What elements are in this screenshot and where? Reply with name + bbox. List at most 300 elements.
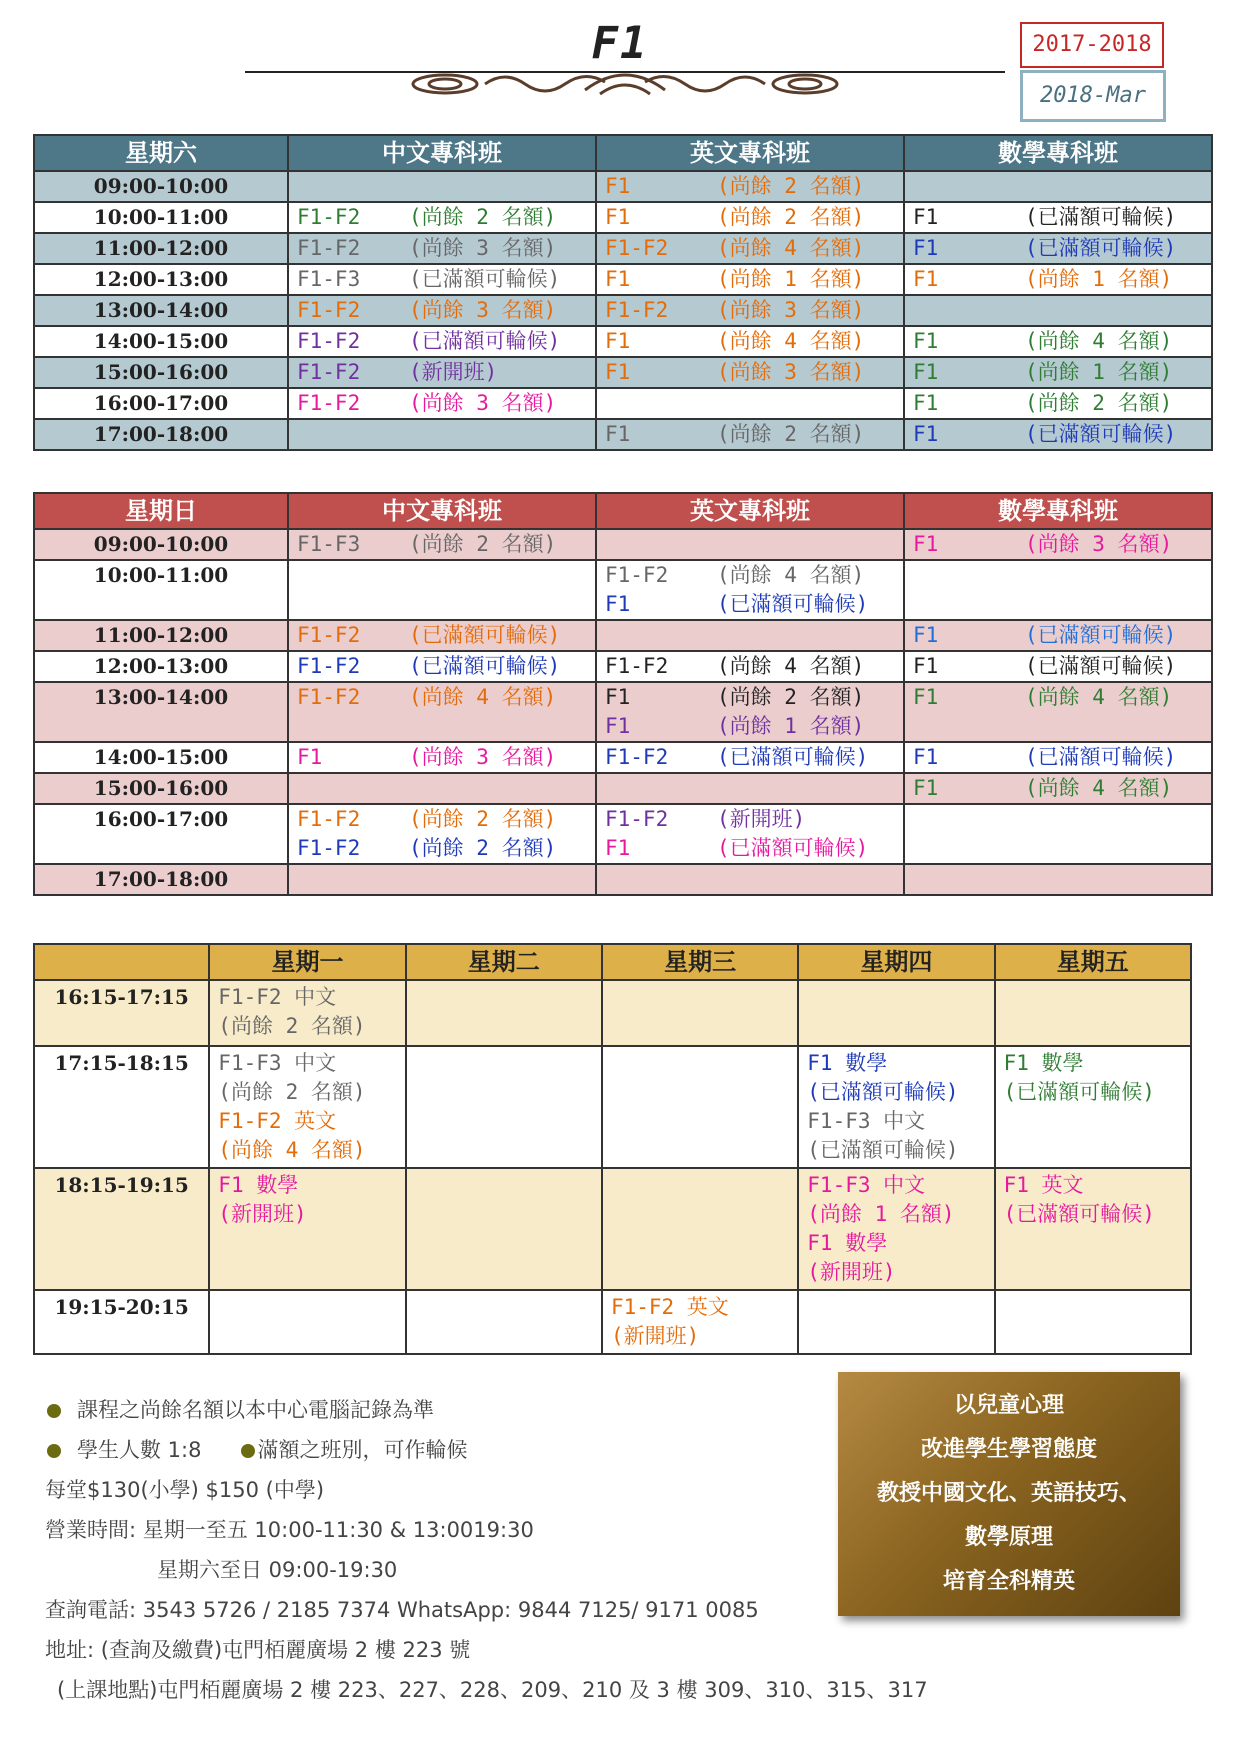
table-row (34, 264, 1212, 295)
class-entry (913, 621, 1203, 650)
schedule-cell (904, 264, 1212, 295)
schedule-cell (288, 419, 596, 450)
table-row (34, 529, 1212, 560)
year-label: 2017-2018 (1020, 22, 1164, 68)
schedule-cell (995, 1168, 1191, 1290)
schedule-cell (288, 388, 596, 419)
class-grade: F1 (297, 745, 323, 769)
schedule-cell (288, 171, 596, 202)
saturday-col-english: 英文專科班 (596, 135, 904, 171)
time-cell: 13:00-14:00 (34, 682, 288, 742)
class-grade: F1 (913, 745, 939, 769)
schedule-cell (602, 980, 798, 1046)
class-entry (913, 530, 1203, 559)
weekday-col-wed: 星期三 (602, 944, 798, 980)
class-entry (605, 327, 895, 356)
class-grade: F1 (605, 836, 631, 860)
class-entry (297, 683, 587, 712)
schedule-cell (288, 651, 596, 682)
class-status: (尚餘 2 名額) (717, 422, 865, 446)
promo-line: 以兒童心理 (953, 1393, 1064, 1418)
table-row (34, 682, 1212, 742)
class-entry: (新開班) (807, 1260, 896, 1284)
class-entry: F1-F2 中文 (218, 985, 337, 1009)
class-entry: F1-F3 中文 (807, 1173, 926, 1197)
schedule-cell (596, 171, 904, 202)
schedule-cell (288, 326, 596, 357)
schedule-cell (596, 419, 904, 450)
schedule-cell (602, 1290, 798, 1354)
note-hours-weekend: 星期六至日 09:00-19:30 (157, 1558, 398, 1582)
class-entry: (尚餘 2 名額) (218, 1080, 366, 1104)
weekday-table (33, 943, 1192, 1355)
class-grade: F1 (913, 685, 939, 709)
class-status: (尚餘 3 名額) (409, 391, 557, 415)
class-grade: F1-F2 (297, 236, 361, 260)
class-status: (已滿額可輪候) (1025, 623, 1177, 647)
class-status: (尚餘 4 名額) (409, 685, 557, 709)
class-entry (913, 683, 1203, 712)
class-grade: F1-F2 (297, 205, 361, 229)
note-quota: 課程之尚餘名額以本中心電腦記錄為準 (77, 1398, 434, 1422)
ornament-divider-icon (245, 62, 1005, 102)
schedule-cell (288, 773, 596, 804)
class-grade: F1-F2 (297, 836, 361, 860)
class-entry (913, 265, 1203, 294)
class-grade: F1 (605, 267, 631, 291)
schedule-cell (904, 388, 1212, 419)
schedule-cell (596, 864, 904, 895)
schedule-cell (995, 980, 1191, 1046)
schedule-cell (596, 773, 904, 804)
class-entry (605, 561, 895, 590)
schedule-cell (288, 682, 596, 742)
class-grade: F1 (913, 391, 939, 415)
class-entry (605, 590, 895, 619)
class-entry: F1 數學 (807, 1051, 888, 1075)
time-cell: 14:00-15:00 (34, 326, 288, 357)
class-grade: F1-F2 (297, 360, 361, 384)
table-row (34, 620, 1212, 651)
class-grade: F1 (605, 174, 631, 198)
schedule-cell (904, 357, 1212, 388)
sunday-day-header: 星期日 (34, 493, 288, 529)
class-entry (297, 743, 587, 772)
class-entry (913, 203, 1203, 232)
time-cell: 09:00-10:00 (34, 529, 288, 560)
class-entry: (新開班) (218, 1202, 307, 1226)
class-entry (605, 234, 895, 263)
class-entry: F1 數學 (1003, 1051, 1084, 1075)
class-entry: F1-F2 英文 (610, 1295, 729, 1319)
class-entry (605, 834, 895, 863)
schedule-cell (904, 233, 1212, 264)
class-grade: F1-F2 (297, 654, 361, 678)
class-entry (605, 265, 895, 294)
class-entry (297, 530, 587, 559)
class-entry (605, 203, 895, 232)
table-row (34, 295, 1212, 326)
saturday-col-chinese: 中文專科班 (288, 135, 596, 171)
table-row (34, 804, 1212, 864)
table-row (34, 773, 1212, 804)
bullet-icon (47, 1444, 61, 1458)
schedule-cell (904, 171, 1212, 202)
class-status: (新開班) (717, 807, 806, 831)
table-row (34, 1168, 1191, 1290)
class-status: (尚餘 4 名額) (717, 236, 865, 260)
saturday-col-math: 數學專科班 (904, 135, 1212, 171)
class-entry: (已滿額可輪候) (1003, 1202, 1155, 1226)
class-status: (尚餘 4 名額) (1025, 776, 1173, 800)
class-status: (尚餘 2 名額) (717, 205, 865, 229)
schedule-cell (904, 326, 1212, 357)
time-cell: 10:00-11:00 (34, 560, 288, 620)
class-status: (尚餘 4 名額) (717, 563, 865, 587)
class-status: (尚餘 2 名額) (717, 174, 865, 198)
class-grade: F1 (605, 714, 631, 738)
class-entry (605, 652, 895, 681)
schedule-cell (406, 1046, 602, 1168)
promo-line: 培育全科精英 (942, 1569, 1075, 1594)
schedule-cell (288, 529, 596, 560)
schedule-cell (596, 264, 904, 295)
schedule-cell (596, 388, 904, 419)
class-grade: F1 (605, 329, 631, 353)
schedule-cell (596, 202, 904, 233)
class-status: (尚餘 1 名額) (1025, 360, 1173, 384)
time-cell: 13:00-14:00 (34, 295, 288, 326)
class-status: (已滿額可輪候) (1025, 745, 1177, 769)
schedule-cell (596, 357, 904, 388)
class-entry: F1 英文 (1003, 1173, 1084, 1197)
class-status: (尚餘 2 名額) (1025, 391, 1173, 415)
schedule-cell (406, 980, 602, 1046)
schedule-cell (995, 1290, 1191, 1354)
class-grade: F1-F2 (297, 685, 361, 709)
schedule-cell (602, 1046, 798, 1168)
sunday-table (33, 492, 1213, 896)
class-grade: F1-F2 (605, 563, 669, 587)
class-entry (605, 420, 895, 449)
schedule-cell (904, 529, 1212, 560)
schedule-cell (288, 295, 596, 326)
schedule-cell (596, 529, 904, 560)
class-entry (297, 296, 587, 325)
class-status: (尚餘 1 名額) (717, 267, 865, 291)
schedule-cell (904, 682, 1212, 742)
schedule-cell (288, 233, 596, 264)
class-grade: F1-F2 (605, 807, 669, 831)
saturday-table (33, 134, 1213, 451)
class-status: (尚餘 3 名額) (409, 298, 557, 322)
time-cell: 17:15-18:15 (34, 1046, 209, 1168)
class-entry (605, 358, 895, 387)
note-fee: 每堂$130(小學) $150 (中學) (45, 1478, 325, 1502)
schedule-cell (904, 620, 1212, 651)
class-grade: F1-F2 (605, 298, 669, 322)
class-status: (已滿額可輪候) (409, 623, 561, 647)
schedule-cell (406, 1168, 602, 1290)
class-grade: F1 (913, 776, 939, 800)
weekday-col-mon: 星期一 (209, 944, 405, 980)
schedule-cell (798, 980, 994, 1046)
class-grade: F1-F2 (297, 623, 361, 647)
weekday-col-thu: 星期四 (798, 944, 994, 980)
table-row (34, 651, 1212, 682)
class-grade: F1-F2 (297, 391, 361, 415)
class-entry (913, 234, 1203, 263)
class-entry (605, 712, 895, 741)
table-row (34, 419, 1212, 450)
class-status: (已滿額可輪候) (1025, 236, 1177, 260)
class-entry (605, 296, 895, 325)
class-grade: F1 (605, 592, 631, 616)
schedule-cell (596, 560, 904, 620)
time-cell: 16:00-17:00 (34, 804, 288, 864)
class-entry (297, 327, 587, 356)
class-entry (297, 389, 587, 418)
class-grade: F1 (605, 205, 631, 229)
schedule-cell (904, 560, 1212, 620)
class-entry (913, 743, 1203, 772)
schedule-cell (596, 233, 904, 264)
schedule-cell (904, 651, 1212, 682)
info-notes (45, 1390, 928, 1710)
schedule-cell (904, 202, 1212, 233)
class-entry: (尚餘 4 名額) (218, 1138, 366, 1162)
class-status: (已滿額可輪候) (409, 329, 561, 353)
table-row (34, 233, 1212, 264)
saturday-day-header: 星期六 (34, 135, 288, 171)
class-status: (已滿額可輪候) (1025, 654, 1177, 678)
class-status: (尚餘 2 名額) (409, 532, 557, 556)
class-status: (已滿額可輪候) (1025, 422, 1177, 446)
class-entry (605, 743, 895, 772)
class-status: (已滿額可輪候) (409, 267, 561, 291)
table-row (34, 560, 1212, 620)
note-waitlist: 滿額之班別，可作輪候 (257, 1438, 468, 1462)
class-status: (新開班) (409, 360, 498, 384)
class-entry (297, 358, 587, 387)
schedule-cell (209, 980, 405, 1046)
class-grade: F1 (913, 532, 939, 556)
class-entry (297, 834, 587, 863)
class-grade: F1 (913, 422, 939, 446)
note-phone: 查詢電話: 3543 5726 / 2185 7374 WhatsApp: 9844 7125/ 9171 0085 (45, 1598, 759, 1622)
class-entry (913, 389, 1203, 418)
time-cell: 17:00-18:00 (34, 419, 288, 450)
schedule-cell (904, 295, 1212, 326)
schedule-cell (798, 1168, 994, 1290)
class-entry: (已滿額可輪候) (1003, 1080, 1155, 1104)
table-row (34, 326, 1212, 357)
class-status: (尚餘 1 名額) (1025, 267, 1173, 291)
class-status: (尚餘 2 名額) (409, 807, 557, 831)
time-cell: 11:00-12:00 (34, 233, 288, 264)
note-hours-weekday: 營業時間: 星期一至五 10:00-11:30 & 13:0019:30 (45, 1518, 534, 1542)
time-cell: 16:15-17:15 (34, 980, 209, 1046)
note-address-class: (上課地點)屯門栢麗廣場 2 樓 223、227、228、209、210 及 3 樓 309、310、315、317 (57, 1678, 928, 1702)
page-title: F1 (591, 18, 649, 69)
time-cell: 12:00-13:00 (34, 651, 288, 682)
schedule-cell (904, 742, 1212, 773)
time-cell: 18:15-19:15 (34, 1168, 209, 1290)
class-entry (297, 265, 587, 294)
class-status: (尚餘 4 名額) (1025, 329, 1173, 353)
class-status: (已滿額可輪候) (717, 592, 869, 616)
class-entry (913, 774, 1203, 803)
note-address-office: 地址: (查詢及繳費)屯門栢麗廣場 2 樓 223 號 (45, 1638, 471, 1662)
table-row (34, 1046, 1191, 1168)
class-entry: F1 數學 (807, 1231, 888, 1255)
class-grade: F1-F2 (297, 807, 361, 831)
promo-line: 數學原理 (964, 1525, 1053, 1550)
schedule-cell (406, 1290, 602, 1354)
class-grade: F1 (913, 329, 939, 353)
class-entry: (已滿額可輪候) (807, 1080, 959, 1104)
schedule-cell (288, 620, 596, 651)
time-cell: 11:00-12:00 (34, 620, 288, 651)
table-row (34, 357, 1212, 388)
time-cell: 16:00-17:00 (34, 388, 288, 419)
bullet-icon (47, 1404, 61, 1418)
schedule-cell (288, 864, 596, 895)
class-status: (已滿額可輪候) (717, 836, 869, 860)
table-row (34, 980, 1191, 1046)
class-status: (尚餘 1 名額) (717, 714, 865, 738)
table-row (34, 388, 1212, 419)
weekday-col-tue: 星期二 (406, 944, 602, 980)
schedule-cell (904, 419, 1212, 450)
schedule-cell (209, 1290, 405, 1354)
schedule-cell (995, 1046, 1191, 1168)
class-grade: F1 (605, 685, 631, 709)
class-entry: (尚餘 2 名額) (218, 1014, 366, 1038)
class-entry (297, 203, 587, 232)
schedule-cell (798, 1290, 994, 1354)
table-row (34, 171, 1212, 202)
promo-line: 改進學生學習態度 (920, 1437, 1097, 1462)
schedule-cell (288, 804, 596, 864)
schedule-cell (596, 804, 904, 864)
schedule-cell (904, 773, 1212, 804)
schedule-cell (904, 804, 1212, 864)
schedule-cell (209, 1046, 405, 1168)
class-entry: F1 數學 (218, 1173, 299, 1197)
schedule-cell (798, 1046, 994, 1168)
class-grade: F1-F3 (297, 532, 361, 556)
class-status: (尚餘 4 名額) (1025, 685, 1173, 709)
class-grade: F1 (605, 360, 631, 384)
time-cell: 12:00-13:00 (34, 264, 288, 295)
class-entry (297, 805, 587, 834)
promo-box (838, 1372, 1180, 1616)
weekday-col-fri: 星期五 (995, 944, 1191, 980)
table-row (34, 202, 1212, 233)
schedule-cell (596, 682, 904, 742)
class-entry (913, 327, 1203, 356)
schedule-cell (288, 264, 596, 295)
class-grade: F1 (913, 654, 939, 678)
time-cell: 19:15-20:15 (34, 1290, 209, 1354)
class-status: (尚餘 2 名額) (717, 685, 865, 709)
class-grade: F1 (913, 267, 939, 291)
schedule-cell (209, 1168, 405, 1290)
class-entry (913, 358, 1203, 387)
class-status: (尚餘 3 名額) (409, 745, 557, 769)
class-entry (605, 805, 895, 834)
time-cell: 15:00-16:00 (34, 773, 288, 804)
month-label: 2018-Mar (1020, 70, 1166, 122)
time-cell: 17:00-18:00 (34, 864, 288, 895)
class-entry (605, 683, 895, 712)
class-grade: F1 (913, 360, 939, 384)
class-status: (已滿額可輪候) (409, 654, 561, 678)
class-status: (尚餘 3 名額) (409, 236, 557, 260)
schedule-cell (596, 651, 904, 682)
schedule-cell (288, 742, 596, 773)
schedule-cell (602, 1168, 798, 1290)
schedule-cell (288, 202, 596, 233)
time-cell: 10:00-11:00 (34, 202, 288, 233)
schedule-cell (288, 357, 596, 388)
class-status: (尚餘 4 名額) (717, 329, 865, 353)
class-grade: F1 (605, 422, 631, 446)
table-row (34, 864, 1212, 895)
class-entry: F1-F3 中文 (218, 1051, 337, 1075)
class-grade: F1 (913, 236, 939, 260)
class-entry: F1-F3 中文 (807, 1109, 926, 1133)
class-entry (913, 652, 1203, 681)
schedule-cell (596, 326, 904, 357)
class-status: (尚餘 4 名額) (717, 654, 865, 678)
class-grade: F1-F2 (297, 298, 361, 322)
class-entry: F1-F2 英文 (218, 1109, 337, 1133)
class-status: (尚餘 3 名額) (717, 360, 865, 384)
class-status: (尚餘 2 名額) (409, 836, 557, 860)
class-grade: F1-F2 (605, 236, 669, 260)
schedule-cell (904, 864, 1212, 895)
class-grade: F1-F2 (297, 329, 361, 353)
class-entry (297, 621, 587, 650)
class-entry: (尚餘 1 名額) (807, 1202, 955, 1226)
class-grade: F1 (913, 623, 939, 647)
class-entry (297, 234, 587, 263)
class-grade: F1-F2 (605, 745, 669, 769)
schedule-cell (596, 742, 904, 773)
promo-line: 教授中國文化、英語技巧、 (876, 1481, 1141, 1506)
weekday-corner-header (34, 944, 209, 980)
schedule-cell (596, 620, 904, 651)
time-cell: 15:00-16:00 (34, 357, 288, 388)
class-status: (已滿額可輪候) (1025, 205, 1177, 229)
sunday-col-english: 英文專科班 (596, 493, 904, 529)
class-grade: F1-F3 (297, 267, 361, 291)
class-status: (尚餘 3 名額) (1025, 532, 1173, 556)
table-row (34, 1290, 1191, 1354)
class-grade: F1 (913, 205, 939, 229)
sunday-col-chinese: 中文專科班 (288, 493, 596, 529)
class-entry: (已滿額可輪候) (807, 1138, 959, 1162)
class-status: (尚餘 3 名額) (717, 298, 865, 322)
note-ratio: 學生人數 1:8 (77, 1438, 202, 1462)
class-entry: (新開班) (610, 1324, 700, 1348)
bullet-icon (241, 1444, 255, 1458)
class-entry (605, 172, 895, 201)
class-entry (297, 652, 587, 681)
schedule-cell (288, 560, 596, 620)
